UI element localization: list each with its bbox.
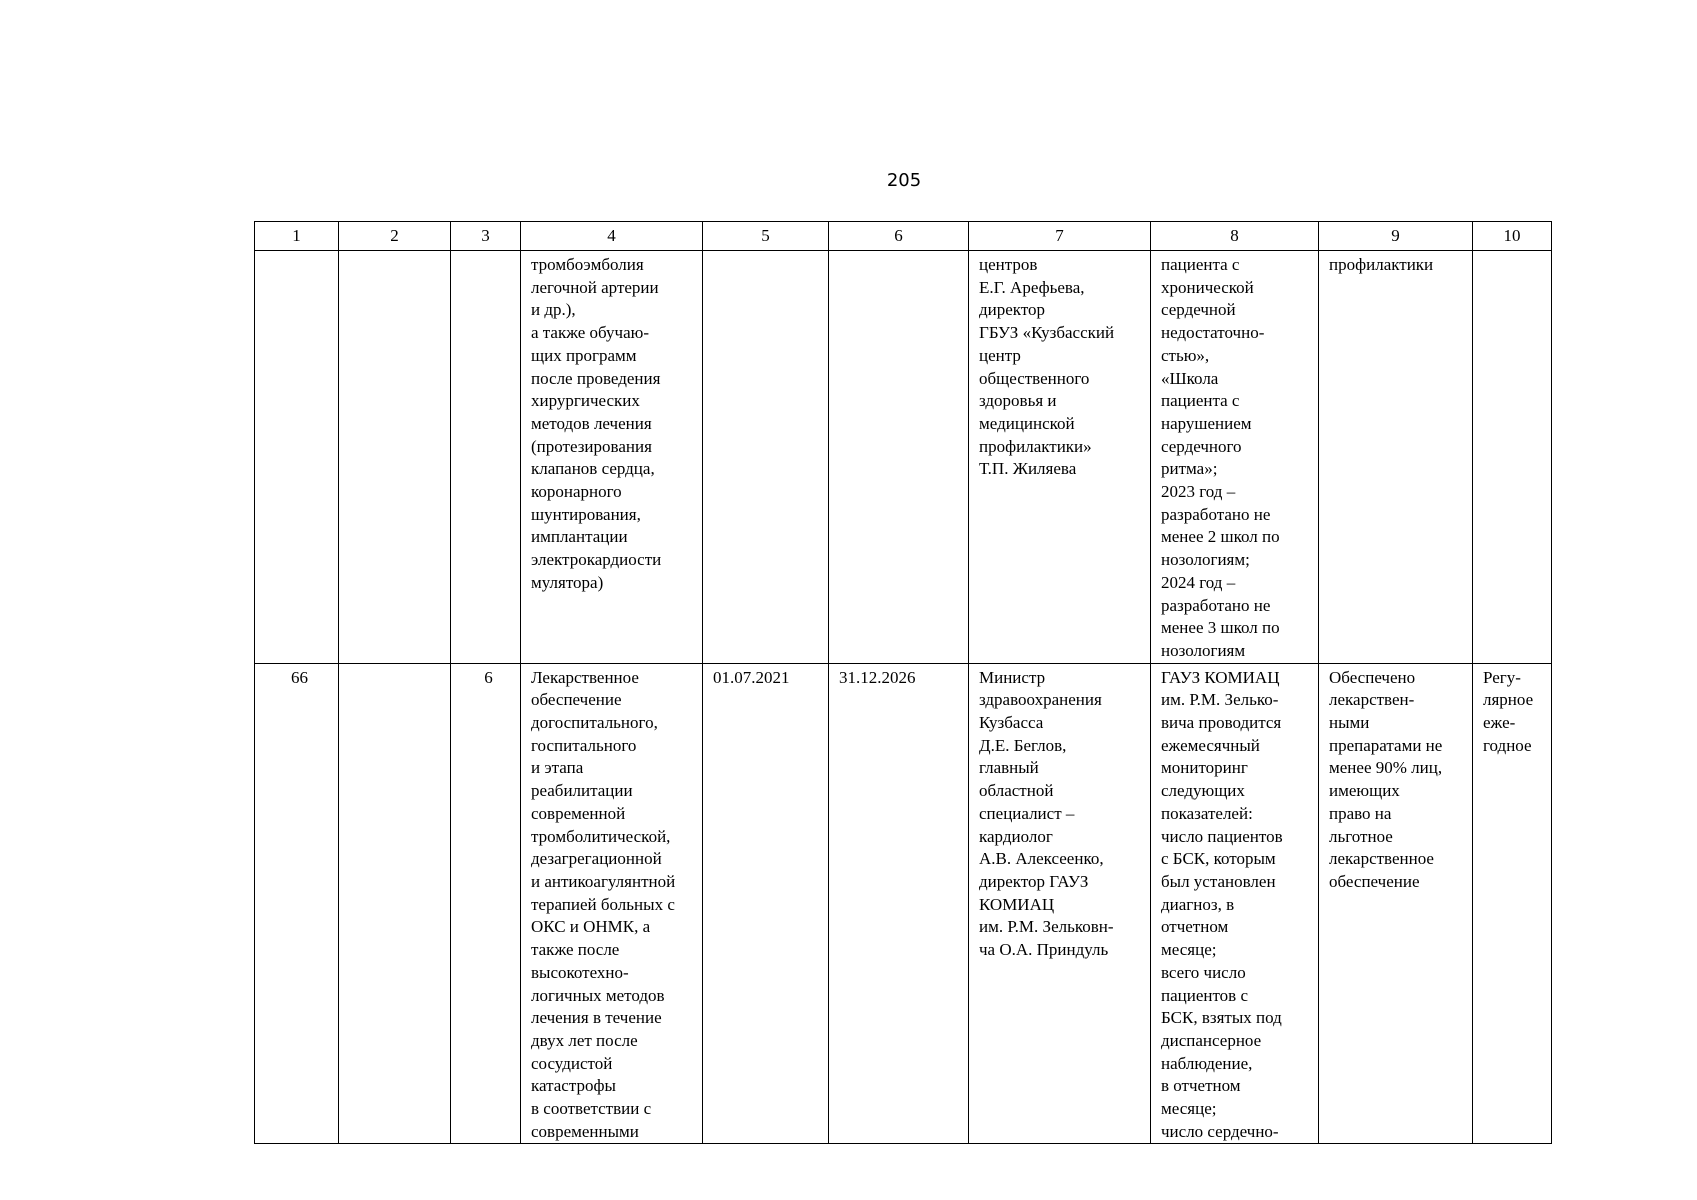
cell-activity (521, 251, 703, 664)
column-header-2: 2 (339, 222, 451, 251)
cell-col2 (339, 251, 451, 664)
cell-line: шунтирования, (531, 504, 641, 524)
cell-line: дезагрегационной (531, 849, 662, 869)
cell-line: всего число (1161, 962, 1246, 982)
cell-line: ежемесячный (1161, 735, 1260, 755)
cell-line: логичных методов (531, 985, 665, 1005)
cell-line: наблюдение, (1161, 1053, 1253, 1073)
cell-responsible (969, 663, 1151, 1144)
column-header-1: 1 (255, 222, 339, 251)
cell-frequency (1473, 663, 1552, 1144)
cell-line: ча О.А. Приндуль (979, 940, 1109, 960)
cell-line: «Школа (1161, 368, 1219, 388)
cell-line: Т.П. Жиляева (979, 459, 1077, 479)
cell-line: БСК, взятых под (1161, 1008, 1282, 1028)
cell-line: пациента с (1161, 255, 1240, 274)
cell-line: а также обучаю- (531, 323, 650, 343)
cell-line: и антикоагулянтной (531, 871, 676, 891)
cell-line: медицинской (979, 413, 1075, 433)
cell-result (1319, 663, 1473, 1144)
cell-line: льготное (1329, 826, 1393, 846)
cell-line: имплантации (531, 527, 628, 547)
cell-frequency (1473, 251, 1552, 664)
cell-line: госпитального (531, 735, 637, 755)
cell-line: тромболитической, (531, 826, 671, 846)
cell-line: электрокардиости (531, 550, 662, 570)
cell-line: Д.Е. Беглов, (979, 735, 1067, 755)
cell-line: коронарного (531, 482, 622, 502)
cell-line: обеспечение (531, 690, 622, 710)
column-header-5: 5 (703, 222, 829, 251)
cell-line: специалист – (979, 803, 1075, 823)
cell-end-date: 31.12.2026 (829, 663, 969, 1144)
cell-line: легочной артерии (531, 277, 659, 297)
cell-line: лечения в течение (531, 1008, 662, 1028)
page-number: 205 (886, 170, 922, 191)
cell-line: обеспечение (1329, 871, 1420, 891)
cell-line: сердечной (1161, 300, 1236, 320)
cell-line: лекарственное (1329, 849, 1434, 869)
cell-line: директор (979, 300, 1046, 320)
cell-line: хирургических (531, 391, 640, 411)
cell-start-date: 01.07.2021 (703, 663, 829, 1144)
cell-number: 66 (255, 663, 339, 1144)
cell-line: профилактики (1329, 255, 1434, 274)
cell-result (1319, 251, 1473, 664)
cell-line: число сердечно- (1161, 1121, 1279, 1141)
cell-line: щих программ (531, 345, 637, 365)
cell-line: ными (1329, 713, 1370, 733)
cell-line: хронической (1161, 277, 1254, 297)
cell-line: право на (1329, 803, 1392, 823)
cell-line: здоровья и (979, 391, 1057, 411)
cell-line: реабилитации (531, 781, 633, 801)
cell-line: мулятора) (531, 572, 604, 592)
cell-characteristic (1151, 663, 1319, 1144)
cell-line: менее 2 школ по (1161, 527, 1280, 547)
cell-line: (протезирования (531, 436, 652, 456)
cell-line: ГАУЗ КОМИАЦ (1161, 667, 1280, 687)
cell-line: разработано не (1161, 504, 1271, 524)
cell-col3: 6 (451, 663, 521, 1144)
cell-col2 (339, 663, 451, 1144)
cell-line: лярное (1483, 690, 1534, 710)
cell-line: нозологиям (1161, 640, 1246, 660)
cell-line: нарушением (1161, 413, 1252, 433)
cell-line: Лекарственное (531, 667, 639, 687)
table-row (255, 663, 1552, 1144)
cell-line: методов лечения (531, 413, 652, 433)
cell-line: ОКС и ОНМК, а (531, 917, 651, 937)
cell-line: ГБУЗ «Кузбасский (979, 323, 1115, 343)
cell-line: лекарствен- (1329, 690, 1415, 710)
document-table (254, 221, 1552, 1144)
cell-end-date (829, 251, 969, 664)
cell-line: катастрофы (531, 1076, 616, 1096)
cell-line: годное (1483, 735, 1532, 755)
cell-line: общественного (979, 368, 1090, 388)
cell-line: Обеспечено (1329, 667, 1416, 687)
cell-line: и др.), (531, 300, 576, 320)
cell-line: кардиолог (979, 826, 1053, 846)
cell-line: был установлен (1161, 871, 1276, 891)
cell-line: терапией больных с (531, 894, 675, 914)
cell-line: А.В. Алексеенко, (979, 849, 1104, 869)
cell-line: имеющих (1329, 781, 1400, 801)
cell-line: недостаточно- (1161, 323, 1265, 343)
cell-line: число пациентов (1161, 826, 1283, 846)
table-header-row (255, 222, 1552, 251)
cell-line: после проведения (531, 368, 661, 388)
cell-line: диагноз, в (1161, 894, 1235, 914)
cell-line: Регу- (1483, 667, 1521, 687)
cell-line: месяце; (1161, 1099, 1217, 1119)
cell-line: разработано не (1161, 595, 1271, 615)
cell-line: главный (979, 758, 1039, 778)
cell-line: с БСК, которым (1161, 849, 1276, 869)
cell-line: клапанов сердца, (531, 459, 655, 479)
cell-line: профилактики» (979, 436, 1092, 456)
cell-line: современными (531, 1121, 639, 1141)
column-header-3: 3 (451, 222, 521, 251)
cell-line: центр (979, 345, 1021, 365)
cell-line: в отчетном (1161, 1076, 1241, 1096)
cell-line: им. Р.М. Зелько- (1161, 690, 1279, 710)
cell-characteristic (1151, 251, 1319, 664)
table-row (255, 251, 1552, 664)
cell-line: показателей: (1161, 803, 1253, 823)
column-header-10: 10 (1473, 222, 1552, 251)
cell-responsible (969, 251, 1151, 664)
cell-activity (521, 663, 703, 1144)
cell-line: здравоохранения (979, 690, 1102, 710)
cell-line: и этапа (531, 758, 584, 778)
cell-line: высокотехно- (531, 962, 629, 982)
cell-line: догоспитального, (531, 713, 658, 733)
cell-line: менее 3 школ по (1161, 618, 1280, 638)
cell-line: в соответствии с (531, 1099, 652, 1119)
cell-line: ритма»; (1161, 459, 1218, 479)
cell-line: современной (531, 803, 626, 823)
cell-col3 (451, 251, 521, 664)
column-header-6: 6 (829, 222, 969, 251)
cell-line: нозологиям; (1161, 550, 1250, 570)
cell-line: директор ГАУЗ (979, 871, 1089, 891)
cell-line: тромбоэмболия (531, 255, 644, 274)
cell-line: отчетном (1161, 917, 1229, 937)
cell-line: препаратами не (1329, 735, 1443, 755)
cell-line: также после (531, 940, 620, 960)
cell-line: пациента с (1161, 391, 1240, 411)
cell-line: центров (979, 255, 1038, 274)
cell-line: сосудистой (531, 1053, 613, 1073)
cell-number (255, 251, 339, 664)
column-header-7: 7 (969, 222, 1151, 251)
cell-line: следующих (1161, 781, 1245, 801)
cell-line: 2023 год – (1161, 482, 1236, 502)
cell-line: 2024 год – (1161, 572, 1236, 592)
cell-line: сердечного (1161, 436, 1242, 456)
column-header-4: 4 (521, 222, 703, 251)
cell-line: диспансерное (1161, 1030, 1262, 1050)
cell-line: вича проводится (1161, 713, 1282, 733)
cell-line: им. Р.М. Зельковн- (979, 917, 1114, 937)
cell-line: Кузбасса (979, 713, 1044, 733)
column-header-9: 9 (1319, 222, 1473, 251)
cell-line: областной (979, 781, 1054, 801)
cell-line: пациентов с (1161, 985, 1249, 1005)
cell-start-date (703, 251, 829, 664)
cell-line: менее 90% лиц, (1329, 758, 1443, 778)
cell-line: КОМИАЦ (979, 894, 1055, 914)
cell-line: Е.Г. Арефьева, (979, 277, 1085, 297)
cell-line: Министр (979, 667, 1046, 687)
cell-line: мониторинг (1161, 758, 1248, 778)
cell-line: двух лет после (531, 1030, 638, 1050)
cell-line: стью», (1161, 345, 1210, 365)
cell-line: еже- (1483, 713, 1516, 733)
cell-line: месяце; (1161, 940, 1217, 960)
column-header-8: 8 (1151, 222, 1319, 251)
